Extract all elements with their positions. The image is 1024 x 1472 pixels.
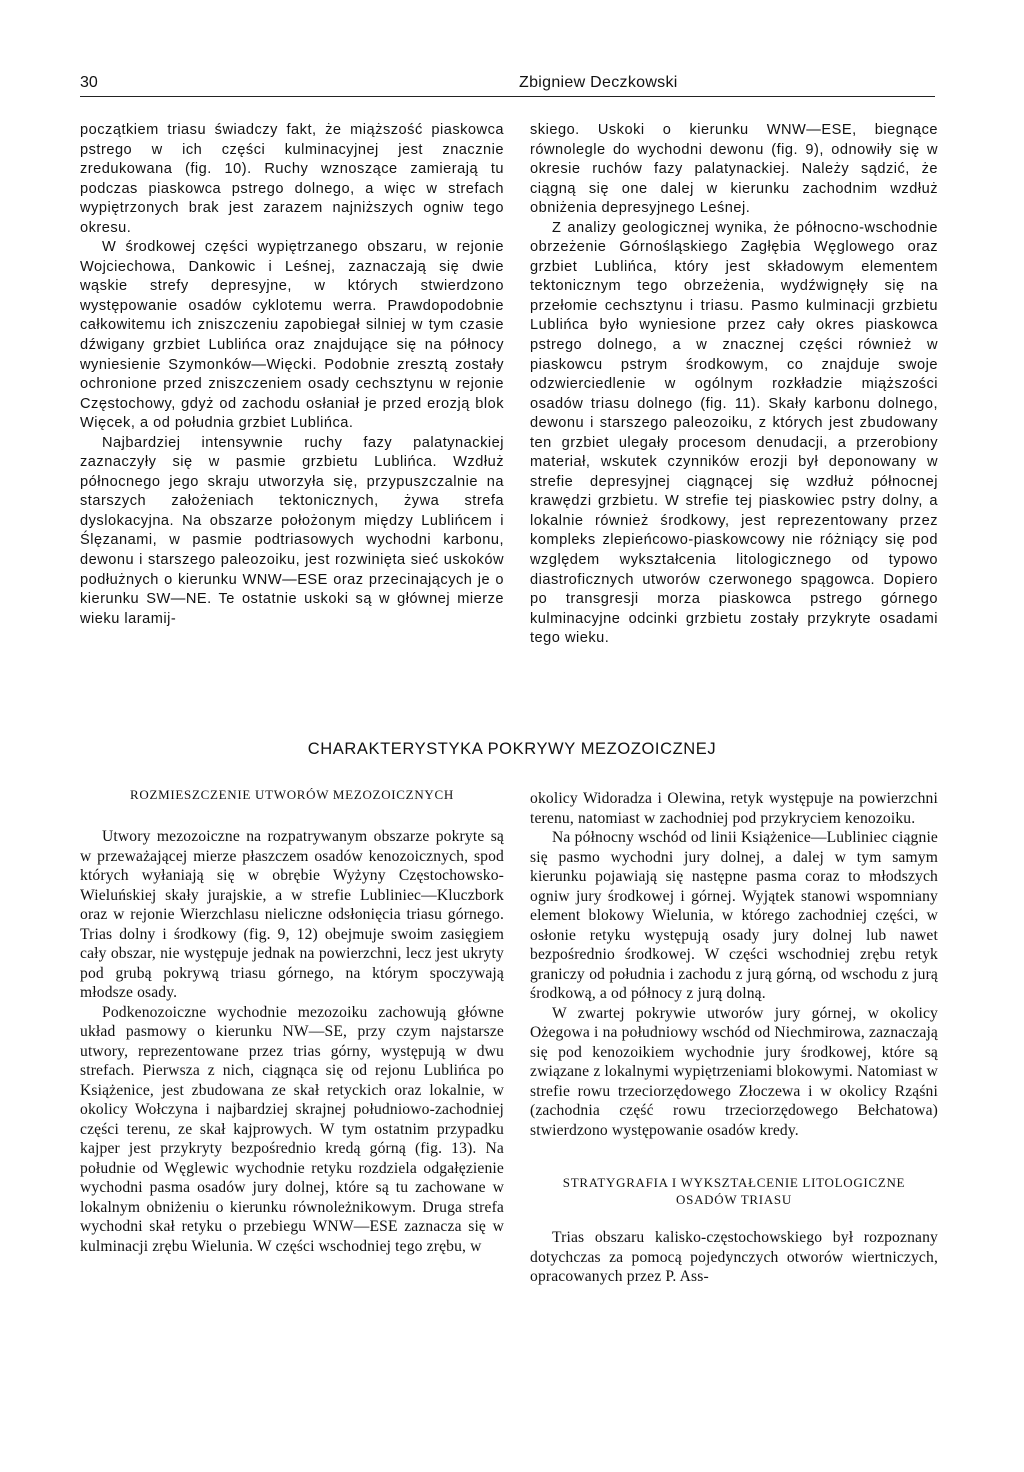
subheading: ROZMIESZCZENIE UTWORÓW MEZOZOICZNYCH: [130, 787, 454, 802]
running-author: Zbigniew Deczkowski: [519, 74, 678, 91]
section-title: CHARAKTERYSTYKA POKRYWY MEZOZOICZNEJ: [307, 740, 717, 758]
paragraph: początkiem triasu świadczy fakt, że miąższość piaskowca pstrego w ich części kulminacyjnej jest znacznie zredukowana (fig. 10). Ruchy wznoszące zamierają tu podczas piaskowca pstrego dolnego, a więc w strefach wypiętrzonych brak jest zarazem najniższych ogniw tego okresu.: [80, 122, 504, 236]
running-header: [80, 74, 935, 97]
bottom-left-column: [80, 786, 504, 1256]
paragraph: okolicy Widoradza i Olewina, retyk występuje na powierzchni terenu, natomiast w zachodniej pod przykryciem kenozoiku.: [530, 790, 938, 827]
paragraph: Na północny wschód od linii Książenice—Lubliniec ciągnie się pasmo wychodni jury dolnej, a dalej w tym samym kierunku pojawiają się następne pasma coraz to młodszych ogniw jury środkowej i górnej. Wyjątek stanowi wspomniany element blokowy Wielunia, w którego zachodniej części, w osłonie retyku występują osady jury dolnej lub nawet bezpośrednio środkowej. W części wschodniej zrębu retyk graniczy od południa i zachodu z jurą górną, od wschodu z jurą środkową, a od północy z jurą dolną.: [530, 829, 938, 1002]
subheading-line: STRATYGRAFIA I WYKSZTAŁCENIE LITOLOGICZNE: [562, 1175, 906, 1190]
paragraph: Trias obszaru kalisko-częstochowskiego był rozpoznany dotychczas za pomocą pojedynczych otworów wiertniczych, opracowanych przez P. Ass-: [530, 1229, 938, 1285]
top-left-column: [80, 121, 504, 629]
paragraph: W zwartej pokrywie utworów jury górnej, w okolicy Ożegowa i na południowy wschód od Niechmirowa, zaznaczają się pod kenozoikiem wychodnie jury środkowej, które są związane z lokalnymi wypiętrzeniami blokowymi. Natomiast w strefie rowu trzeciorzędowego Złoczewa i w okolicy Rząśni (zachodnia część rowu trzeciorzędowego Bełchatowa) stwierdzono występowanie osadów kredy.: [530, 1004, 938, 1139]
subheading-line: OSADÓW TRIASU: [676, 1192, 792, 1207]
paragraph: Najbardziej intensywnie ruchy fazy palatynackiej zaznaczyły się w pasmie grzbietu Lublińca. Wzdłuż północnego jego skraju utworzyła się, przypuszczalnie na starszych założeniach tektonicznych, żywa strefa dyslokacyjna. Na obszarze położonym między Lublińcem i Ślęzanami, w pasmie podtriasowych wychodni karbonu, dewonu i starszego paleozoiku, jest rozwinięta sieć uskoków podłużnych o kierunku WNW—ESE oraz przecinających je o kierunku SW—NE. Te ostatnie uskoki są w głównej mierze wieku laramij-: [80, 434, 504, 627]
top-right-column: [530, 121, 938, 649]
bottom-right-column: [530, 789, 938, 1287]
paragraph: Utwory mezozoiczne na rozpatrywanym obszarze pokryte są w przeważającej mierze płaszczem osadów kenozoicznych, spod których wyłaniają się w obrębie Wyżyny Częstochowsko-Wieluńskiej skały jurajskie, a w strefie Lubliniec—Kluczbork oraz w rejonie Wierzchlasu nieliczne odsłonięcia triasu górnego. Trias dolny i środkowy (fig. 9, 12) obejmuje swoim zasięgiem cały obszar, nie występuje jednak na powierzchni, lecz jest ukryty pod grubą pokrywą triasu górnego, na którym spoczywają młodsze osady.: [80, 828, 504, 1001]
subheading: [530, 1174, 938, 1208]
paragraph: Podkenozoiczne wychodnie mezozoiku zachowują główne układ pasmowy o kierunku NW—SE, przy czym najstarsze utwory, reprezentowane przez trias górny, występują w dwu strefach. Pierwsza z nich, ciągnąca się od rejonu Lublińca po Książenice, jest zbudowana ze skał retyckich oraz lokalnie, w okolicy Wołczyna i najbardziej skrajnej południowo-zachodniej części terenu, ze skał kajprowych. W tym ostatnim przypadku kajper jest przykryty bezpośrednio kredą górną (fig. 13). Na południe od Węglewic wychodnie retyku rozdziela odgałęzienie wychodni pasma osadów jury dolnej, które są tu zachowane w lokalnym obniżeniu o kierunku równoleżnikowym. Druga strefa wychodni skał retyku o przebiegu WNW—ESE zaznacza się w kulminacji zrębu Wielunia. W części wschodniej tego zrębu, w: [80, 1003, 504, 1255]
paragraph: Z analizy geologicznej wynika, że północno-wschodnie obrzeżenie Górnośląskiego Zagłębia Węglowego oraz grzbiet Lublińca, który jest składowym elementem tektonicznym tego obrzeżenia, wydźwignęły się na przełomie cechsztynu i triasu. Pasmo kulminacji grzbietu Lublińca było wyniesione przez cały okres piaskowca pstrego dolnego, a w znacznej części również w piaskowcu pstrym środkowym, co znajduje swoje odzwierciedlenie w ogólnym rozkładzie miąższości osadów triasu dolnego (fig. 11). Skały karbonu dolnego, dewonu i starszego paleozoiku, z których jest zbudowany ten grzbiet ulegały procesom denudacji, a przerobiony materiał, wskutek czynników erozji był deponowany w strefie depresyjnej ciągnącej się wzdłuż północnej krawędzi grzbietu. W strefie tej piaskowiec pstry dolny, a lokalnie również środkowy, jest reprezentowany przez kompleks zlepieńcowo-piaskowcowy nie różniący się pod względem wykształcenia litologicznego od typowo diastroficznych utworów czerwonego spągowca. Dopiero po transgresji morza piaskowca pstrego górnego kulminacyjne odcinki grzbietu zostały przykryte osadami tego wieku.: [530, 219, 938, 647]
page-number: 30: [80, 74, 98, 91]
paragraph: W środkowej części wypiętrzanego obszaru, w rejonie Wojciechowa, Dankowic i Leśnej, zaznaczają się dwie wąskie strefy depresyjne, w których stwierdzono występowanie osadów cyklotemu werra. Prawdopodobnie całkowitemu ich zniszczeniu zapobiegał silniej w tym czasie dźwigany grzbiet Lublińca oraz znajdujące się na północy wyniesienie Szymonków—Więcki. Podobnie zresztą zostały ochronione przed zniszczeniem osady cechsztynu w rejonie Częstochowy, gdyż od zachodu osłaniał je przed erozją blok Więcek, a od południa grzbiet Lublińca.: [80, 239, 504, 432]
paragraph: skiego. Uskoki o kierunku WNW—ESE, biegnące równolegle do wychodni dewonu (fig. 9), odnowiły się w okresie ruchów fazy palatynackiej. Należy sądzić, że ciągną się one dalej w kierunku zachodnim wzdłuż obniżenia depresyjnego Leśnej.: [530, 122, 938, 217]
